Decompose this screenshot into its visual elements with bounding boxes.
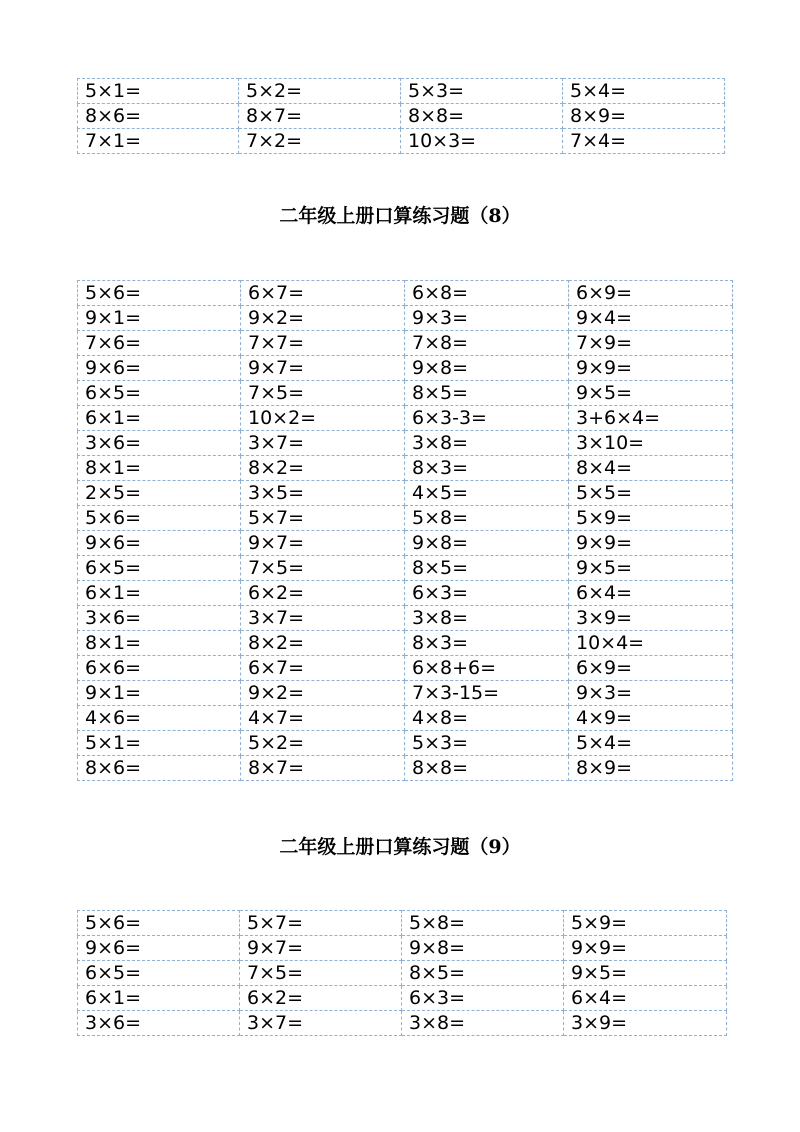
exercise-cell: 9×5= — [569, 381, 733, 406]
exercise-cell: 5×4= — [569, 731, 733, 756]
exercise-cell: 5×8= — [402, 911, 564, 936]
exercise-cell: 4×9= — [569, 706, 733, 731]
exercise-cell: 9×5= — [564, 961, 727, 986]
exercise-cell: 9×3= — [405, 306, 569, 331]
exercise-table-8 — [77, 280, 733, 781]
exercise-cell: 3×7= — [240, 1011, 402, 1036]
exercise-cell: 9×4= — [569, 306, 733, 331]
table-row — [78, 1011, 727, 1036]
table-row — [78, 129, 725, 154]
exercise-cell: 5×9= — [569, 506, 733, 531]
exercise-cell: 3×9= — [564, 1011, 727, 1036]
exercise-cell: 6×4= — [564, 986, 727, 1011]
exercise-cell: 9×7= — [241, 531, 405, 556]
exercise-cell: 8×6= — [78, 756, 241, 781]
exercise-cell: 8×5= — [405, 556, 569, 581]
exercise-cell: 3×5= — [241, 481, 405, 506]
exercise-cell: 3×6= — [78, 1011, 240, 1036]
exercise-cell: 5×6= — [78, 911, 240, 936]
exercise-cell: 5×3= — [401, 79, 563, 104]
exercise-cell: 9×8= — [405, 531, 569, 556]
exercise-cell: 8×1= — [78, 456, 241, 481]
table-row — [78, 556, 733, 581]
exercise-cell: 6×5= — [78, 961, 240, 986]
exercise-cell: 5×6= — [78, 281, 241, 306]
exercise-cell: 8×5= — [405, 381, 569, 406]
exercise-cell: 9×7= — [240, 936, 402, 961]
exercise-cell: 8×3= — [405, 456, 569, 481]
exercise-cell: 4×8= — [405, 706, 569, 731]
exercise-cell: 5×4= — [563, 79, 725, 104]
table-row — [78, 606, 733, 631]
exercise-table-body — [78, 281, 733, 781]
exercise-cell: 9×9= — [569, 356, 733, 381]
exercise-cell: 7×4= — [563, 129, 725, 154]
exercise-cell: 6×7= — [241, 656, 405, 681]
exercise-cell: 9×5= — [569, 556, 733, 581]
exercise-cell: 5×1= — [78, 731, 241, 756]
exercise-cell: 5×2= — [239, 79, 401, 104]
table-row — [78, 631, 733, 656]
exercise-cell: 8×5= — [402, 961, 564, 986]
exercise-cell: 3×8= — [405, 431, 569, 456]
exercise-cell: 3×6= — [78, 606, 241, 631]
exercise-cell: 8×9= — [569, 756, 733, 781]
exercise-cell: 8×7= — [239, 104, 401, 129]
exercise-cell: 6×9= — [569, 281, 733, 306]
exercise-table-body — [78, 911, 727, 1036]
exercise-table-body — [78, 79, 725, 154]
exercise-cell: 5×7= — [240, 911, 402, 936]
table-row — [78, 986, 727, 1011]
exercise-cell: 9×2= — [241, 306, 405, 331]
exercise-cell: 5×2= — [241, 731, 405, 756]
table-row — [78, 406, 733, 431]
exercise-cell: 4×6= — [78, 706, 241, 731]
section-title-9: 二年级上册口算练习题（9） — [279, 836, 521, 858]
exercise-cell: 5×9= — [564, 911, 727, 936]
exercise-cell: 2×5= — [78, 481, 241, 506]
exercise-cell: 3×9= — [569, 606, 733, 631]
exercise-cell: 6×5= — [78, 381, 241, 406]
table-row — [78, 79, 725, 104]
table-row — [78, 104, 725, 129]
exercise-cell: 8×7= — [241, 756, 405, 781]
exercise-table-9 — [77, 910, 727, 1036]
table-row — [78, 506, 733, 531]
table-row — [78, 681, 733, 706]
exercise-cell: 3×7= — [241, 606, 405, 631]
exercise-cell: 6×7= — [241, 281, 405, 306]
table-row — [78, 911, 727, 936]
exercise-cell: 3×8= — [405, 606, 569, 631]
exercise-cell: 9×7= — [241, 356, 405, 381]
exercise-cell: 8×9= — [563, 104, 725, 129]
exercise-cell: 9×6= — [78, 936, 240, 961]
exercise-cell: 6×3= — [405, 581, 569, 606]
exercise-cell: 6×4= — [569, 581, 733, 606]
exercise-cell: 8×4= — [569, 456, 733, 481]
exercise-cell: 4×5= — [405, 481, 569, 506]
table-row — [78, 531, 733, 556]
table-row — [78, 281, 733, 306]
table-row — [78, 656, 733, 681]
exercise-cell: 9×6= — [78, 531, 241, 556]
table-row — [78, 756, 733, 781]
exercise-cell: 6×1= — [78, 406, 241, 431]
exercise-cell: 5×1= — [78, 79, 239, 104]
exercise-cell: 3×6= — [78, 431, 241, 456]
exercise-cell: 8×3= — [405, 631, 569, 656]
exercise-cell: 6×3-3= — [405, 406, 569, 431]
exercise-cell: 10×3= — [401, 129, 563, 154]
exercise-cell: 9×3= — [569, 681, 733, 706]
table-row — [78, 456, 733, 481]
exercise-cell: 8×8= — [401, 104, 563, 129]
table-row — [78, 961, 727, 986]
exercise-cell: 7×8= — [405, 331, 569, 356]
table-row — [78, 306, 733, 331]
exercise-cell: 9×1= — [78, 306, 241, 331]
exercise-cell: 4×7= — [241, 706, 405, 731]
exercise-cell: 6×1= — [78, 581, 241, 606]
exercise-cell: 10×2= — [241, 406, 405, 431]
table-row — [78, 356, 733, 381]
exercise-cell: 6×5= — [78, 556, 241, 581]
exercise-cell: 7×5= — [241, 381, 405, 406]
table-row — [78, 936, 727, 961]
table-row — [78, 331, 733, 356]
table-row — [78, 581, 733, 606]
exercise-cell: 3×7= — [241, 431, 405, 456]
exercise-cell: 6×6= — [78, 656, 241, 681]
table-row — [78, 481, 733, 506]
exercise-cell: 7×2= — [239, 129, 401, 154]
exercise-cell: 5×7= — [241, 506, 405, 531]
exercise-cell: 6×8= — [405, 281, 569, 306]
exercise-cell: 8×6= — [78, 104, 239, 129]
exercise-cell: 7×5= — [241, 556, 405, 581]
exercise-cell: 7×7= — [241, 331, 405, 356]
exercise-cell: 6×9= — [569, 656, 733, 681]
exercise-cell: 8×8= — [405, 756, 569, 781]
exercise-cell: 3+6×4= — [569, 406, 733, 431]
exercise-cell: 3×10= — [569, 431, 733, 456]
exercise-cell: 9×9= — [569, 531, 733, 556]
exercise-cell: 9×9= — [564, 936, 727, 961]
exercise-cell: 7×3-15= — [405, 681, 569, 706]
exercise-cell: 9×8= — [405, 356, 569, 381]
exercise-cell: 6×2= — [241, 581, 405, 606]
table-row — [78, 431, 733, 456]
exercise-cell: 7×1= — [78, 129, 239, 154]
exercise-cell: 8×2= — [241, 456, 405, 481]
exercise-cell: 5×3= — [405, 731, 569, 756]
exercise-cell: 9×1= — [78, 681, 241, 706]
exercise-cell: 9×6= — [78, 356, 241, 381]
exercise-cell: 6×2= — [240, 986, 402, 1011]
exercise-cell: 6×8+6= — [405, 656, 569, 681]
table-row — [78, 731, 733, 756]
exercise-cell: 5×5= — [569, 481, 733, 506]
section-title-8: 二年级上册口算练习题（8） — [279, 205, 521, 227]
exercise-cell: 7×9= — [569, 331, 733, 356]
table-row — [78, 706, 733, 731]
exercise-cell: 5×6= — [78, 506, 241, 531]
exercise-cell: 8×2= — [241, 631, 405, 656]
exercise-cell: 6×3= — [402, 986, 564, 1011]
exercise-cell: 5×8= — [405, 506, 569, 531]
table-row — [78, 381, 733, 406]
exercise-cell: 9×2= — [241, 681, 405, 706]
exercise-cell: 8×1= — [78, 631, 241, 656]
exercise-cell: 10×4= — [569, 631, 733, 656]
exercise-cell: 7×5= — [240, 961, 402, 986]
exercise-cell: 6×1= — [78, 986, 240, 1011]
exercise-cell: 3×8= — [402, 1011, 564, 1036]
exercise-cell: 9×8= — [402, 936, 564, 961]
exercise-table-top — [77, 78, 725, 154]
exercise-cell: 7×6= — [78, 331, 241, 356]
